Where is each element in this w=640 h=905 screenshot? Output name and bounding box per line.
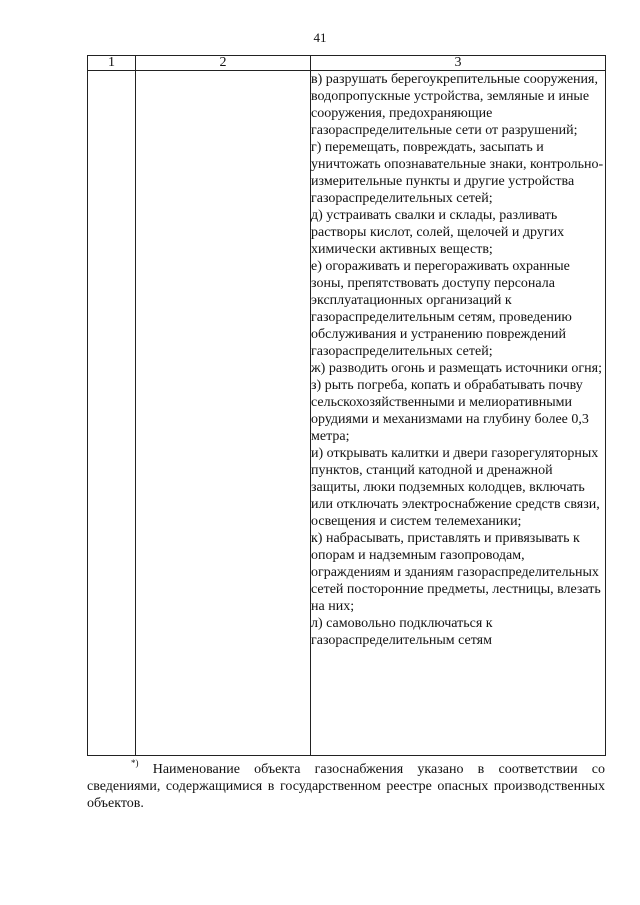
table-header-row (88, 56, 606, 71)
column-header-2: 2 (136, 56, 311, 71)
table-row (88, 71, 606, 756)
list-item-zh: ж) разводить огонь и размещать источники огня; (311, 361, 602, 376)
column-3-cell (311, 71, 606, 756)
footnote-marker: *) (131, 758, 139, 769)
column-2-cell (136, 71, 311, 756)
list-item-e: е) огораживать и перегораживать охранные зоны, препятствовать доступу персонала эксплуатационных организаций к газораспределительным сетям, проведению обслуживания и устранению повреждений газораспределительных сетей; (311, 259, 572, 359)
list-item-l: л) самовольно подключаться к газораспределительным сетям (311, 616, 493, 648)
list-item-d: д) устраивать свалки и склады, разливать растворы кислот, солей, щелочей и других химически активных веществ; (311, 208, 565, 257)
column-header-3: 3 (311, 56, 606, 71)
list-item-g: г) перемещать, повреждать, засыпать и уничтожать опознавательные знаки, контрольно-измерительные пункты и другие устройства газораспределительных сетей; (311, 140, 604, 206)
footnote-text: Наименование объекта газоснабжения указано в соответствии со сведениями, содержащимися в государственном реестре опасных производственных объектов. (87, 762, 605, 811)
page-number: 41 (313, 30, 327, 45)
list-item-z: з) рыть погреба, копать и обрабатывать почву сельскохозяйственными и мелиоративными орудиями и механизмами на глубину более 0,3 метра; (311, 378, 589, 444)
list-item-i: и) открывать калитки и двери газорегуляторных пунктов, станций катодной и дренажной защиты, люки подземных колодцев, включать или отключать электроснабжение средств связи, освещения и систем телемеханики; (311, 446, 600, 529)
list-item-k: к) набрасывать, приставлять и привязывать к опорам и надземным газопроводам, ограждениям и зданиям газораспределительных сетей посторонние предметы, лестницы, влезать на них; (311, 531, 601, 614)
footnote (87, 758, 605, 812)
regulations-table (87, 55, 606, 756)
column-header-1: 1 (88, 56, 136, 71)
column-1-cell (88, 71, 136, 756)
list-item-v: в) разрушать берегоукрепительные сооружения, водопропускные устройства, земляные и иные сооружения, предохраняющие газораспределительные сети от разрушений; (311, 72, 598, 138)
